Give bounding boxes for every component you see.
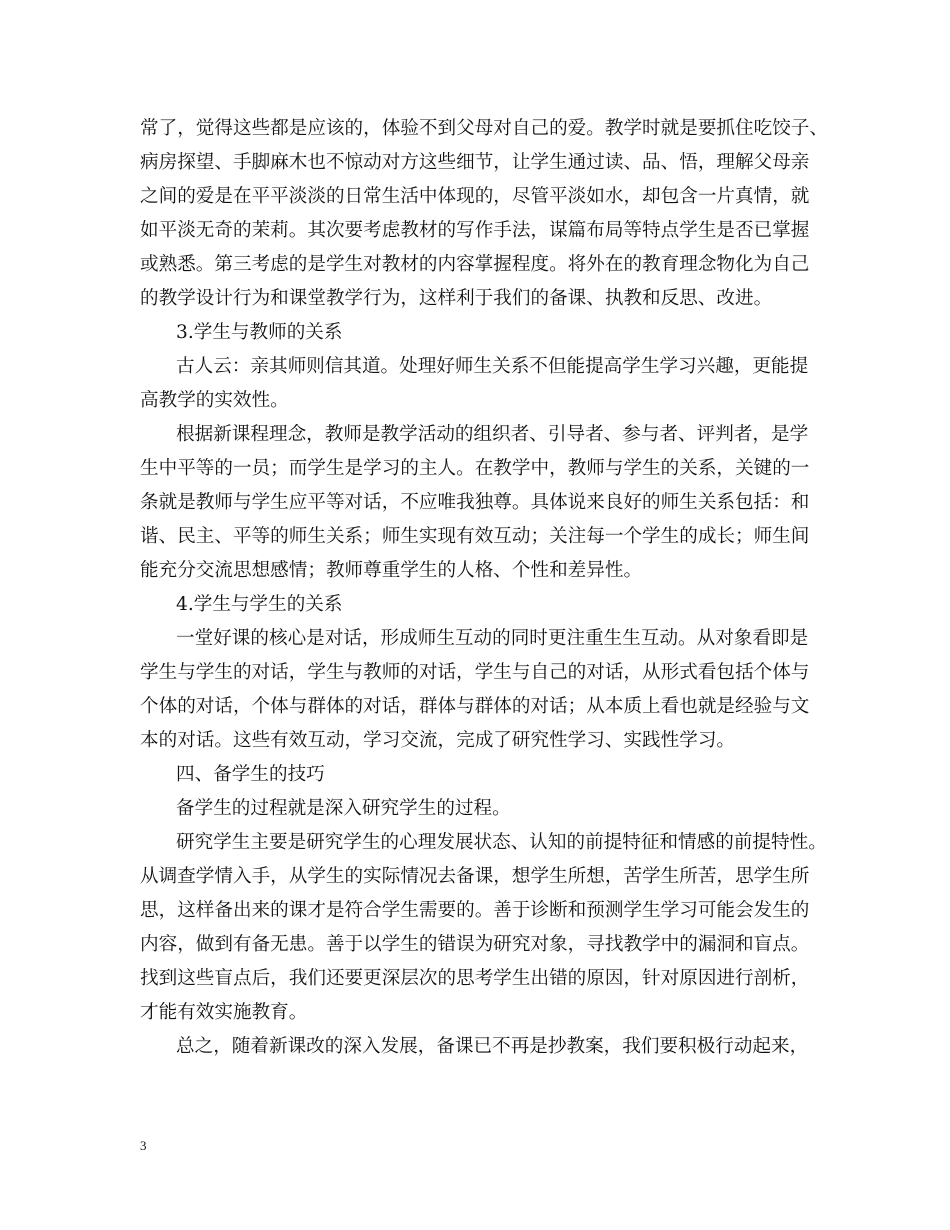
body-text-line: 本的对话。这些有效互动，学习交流，完成了研究性学习、实践性学习。 — [140, 730, 736, 751]
body-text-line: 备学生的过程就是深入研究学生的过程。 — [176, 798, 511, 819]
body-text-line: 能充分交流思想感情；教师尊重学生的人格、个性和差异性。 — [140, 560, 643, 581]
body-text-line: 或熟悉。第三考虑的是学生对教材的内容掌握程度。将外在的教育理念物化为自己 — [140, 254, 810, 275]
section-heading: 4.学生与学生的关系 — [176, 594, 343, 615]
page-number: 3 — [140, 1138, 147, 1153]
body-text-line: 如平淡无奇的茉莉。其次要考虑教材的写作手法，谋篇布局等特点学生是否已掌握 — [140, 220, 810, 241]
body-text-line: 常了，觉得这些都是应该的，体验不到父母对自己的爱。教学时就是要抓住吃饺子、 — [140, 118, 828, 139]
body-text-line: 从调查学情入手，从学生的实际情况去备课，想学生所想，苦学生所苦，思学生所 — [140, 866, 810, 887]
section-heading: 3.学生与教师的关系 — [176, 322, 343, 343]
body-text-line: 思，这样备出来的课才是符合学生需要的。善于诊断和预测学生学习可能会发生的 — [140, 900, 810, 921]
body-text-line: 条就是教师与学生应平等对话，不应唯我独尊。具体说来良好的师生关系包括：和 — [140, 492, 810, 513]
body-text-line: 才能有效实施教育。 — [140, 1002, 308, 1023]
body-text-line: 学生与学生的对话，学生与教师的对话，学生与自己的对话，从形式看包括个体与 — [140, 662, 810, 683]
body-text-line: 总之，随着新课改的深入发展，备课已不再是抄教案，我们要积极行动起来， — [176, 1036, 809, 1057]
body-text-line: 古人云：亲其师则信其道。处理好师生关系不但能提高学生学习兴趣，更能提 — [176, 356, 809, 377]
body-text-line: 一堂好课的核心是对话，形成师生互动的同时更注重生生互动。从对象看即是 — [176, 628, 809, 649]
body-text-line: 高教学的实效性。 — [140, 390, 289, 411]
body-text-line: 个体的对话，个体与群体的对话，群体与群体的对话；从本质上看也就是经验与文 — [140, 696, 810, 717]
body-text-line: 病房探望、手脚麻木也不惊动对方这些细节，让学生通过读、品、悟，理解父母亲 — [140, 152, 810, 173]
body-text-line: 的教学设计行为和课堂教学行为，这样利于我们的备课、执教和反思、改进。 — [140, 288, 773, 309]
body-text-line: 根据新课程理念，教师是教学活动的组织者、引导者、参与者、评判者，是学 — [176, 424, 809, 445]
body-text-line: 生中平等的一员；而学生是学习的主人。在教学中，教师与学生的关系，关键的一 — [140, 458, 810, 479]
body-text-line: 之间的爱是在平平淡淡的日常生活中体现的，尽管平淡如水，却包含一片真情，就 — [140, 186, 810, 207]
body-text-line: 内容，做到有备无患。善于以学生的错误为研究对象，寻找教学中的漏洞和盲点。 — [140, 934, 810, 955]
body-text-line: 研究学生主要是研究学生的心理发展状态、认知的前提特征和情感的前提特性。 — [176, 832, 827, 853]
body-text-line: 找到这些盲点后，我们还要更深层次的思考学生出错的原因，针对原因进行剖析， — [140, 968, 810, 989]
section-heading: 四、备学生的技巧 — [176, 764, 325, 785]
body-text-line: 谐、民主、平等的师生关系；师生实现有效互动；关注每一个学生的成长；师生间 — [140, 526, 810, 547]
